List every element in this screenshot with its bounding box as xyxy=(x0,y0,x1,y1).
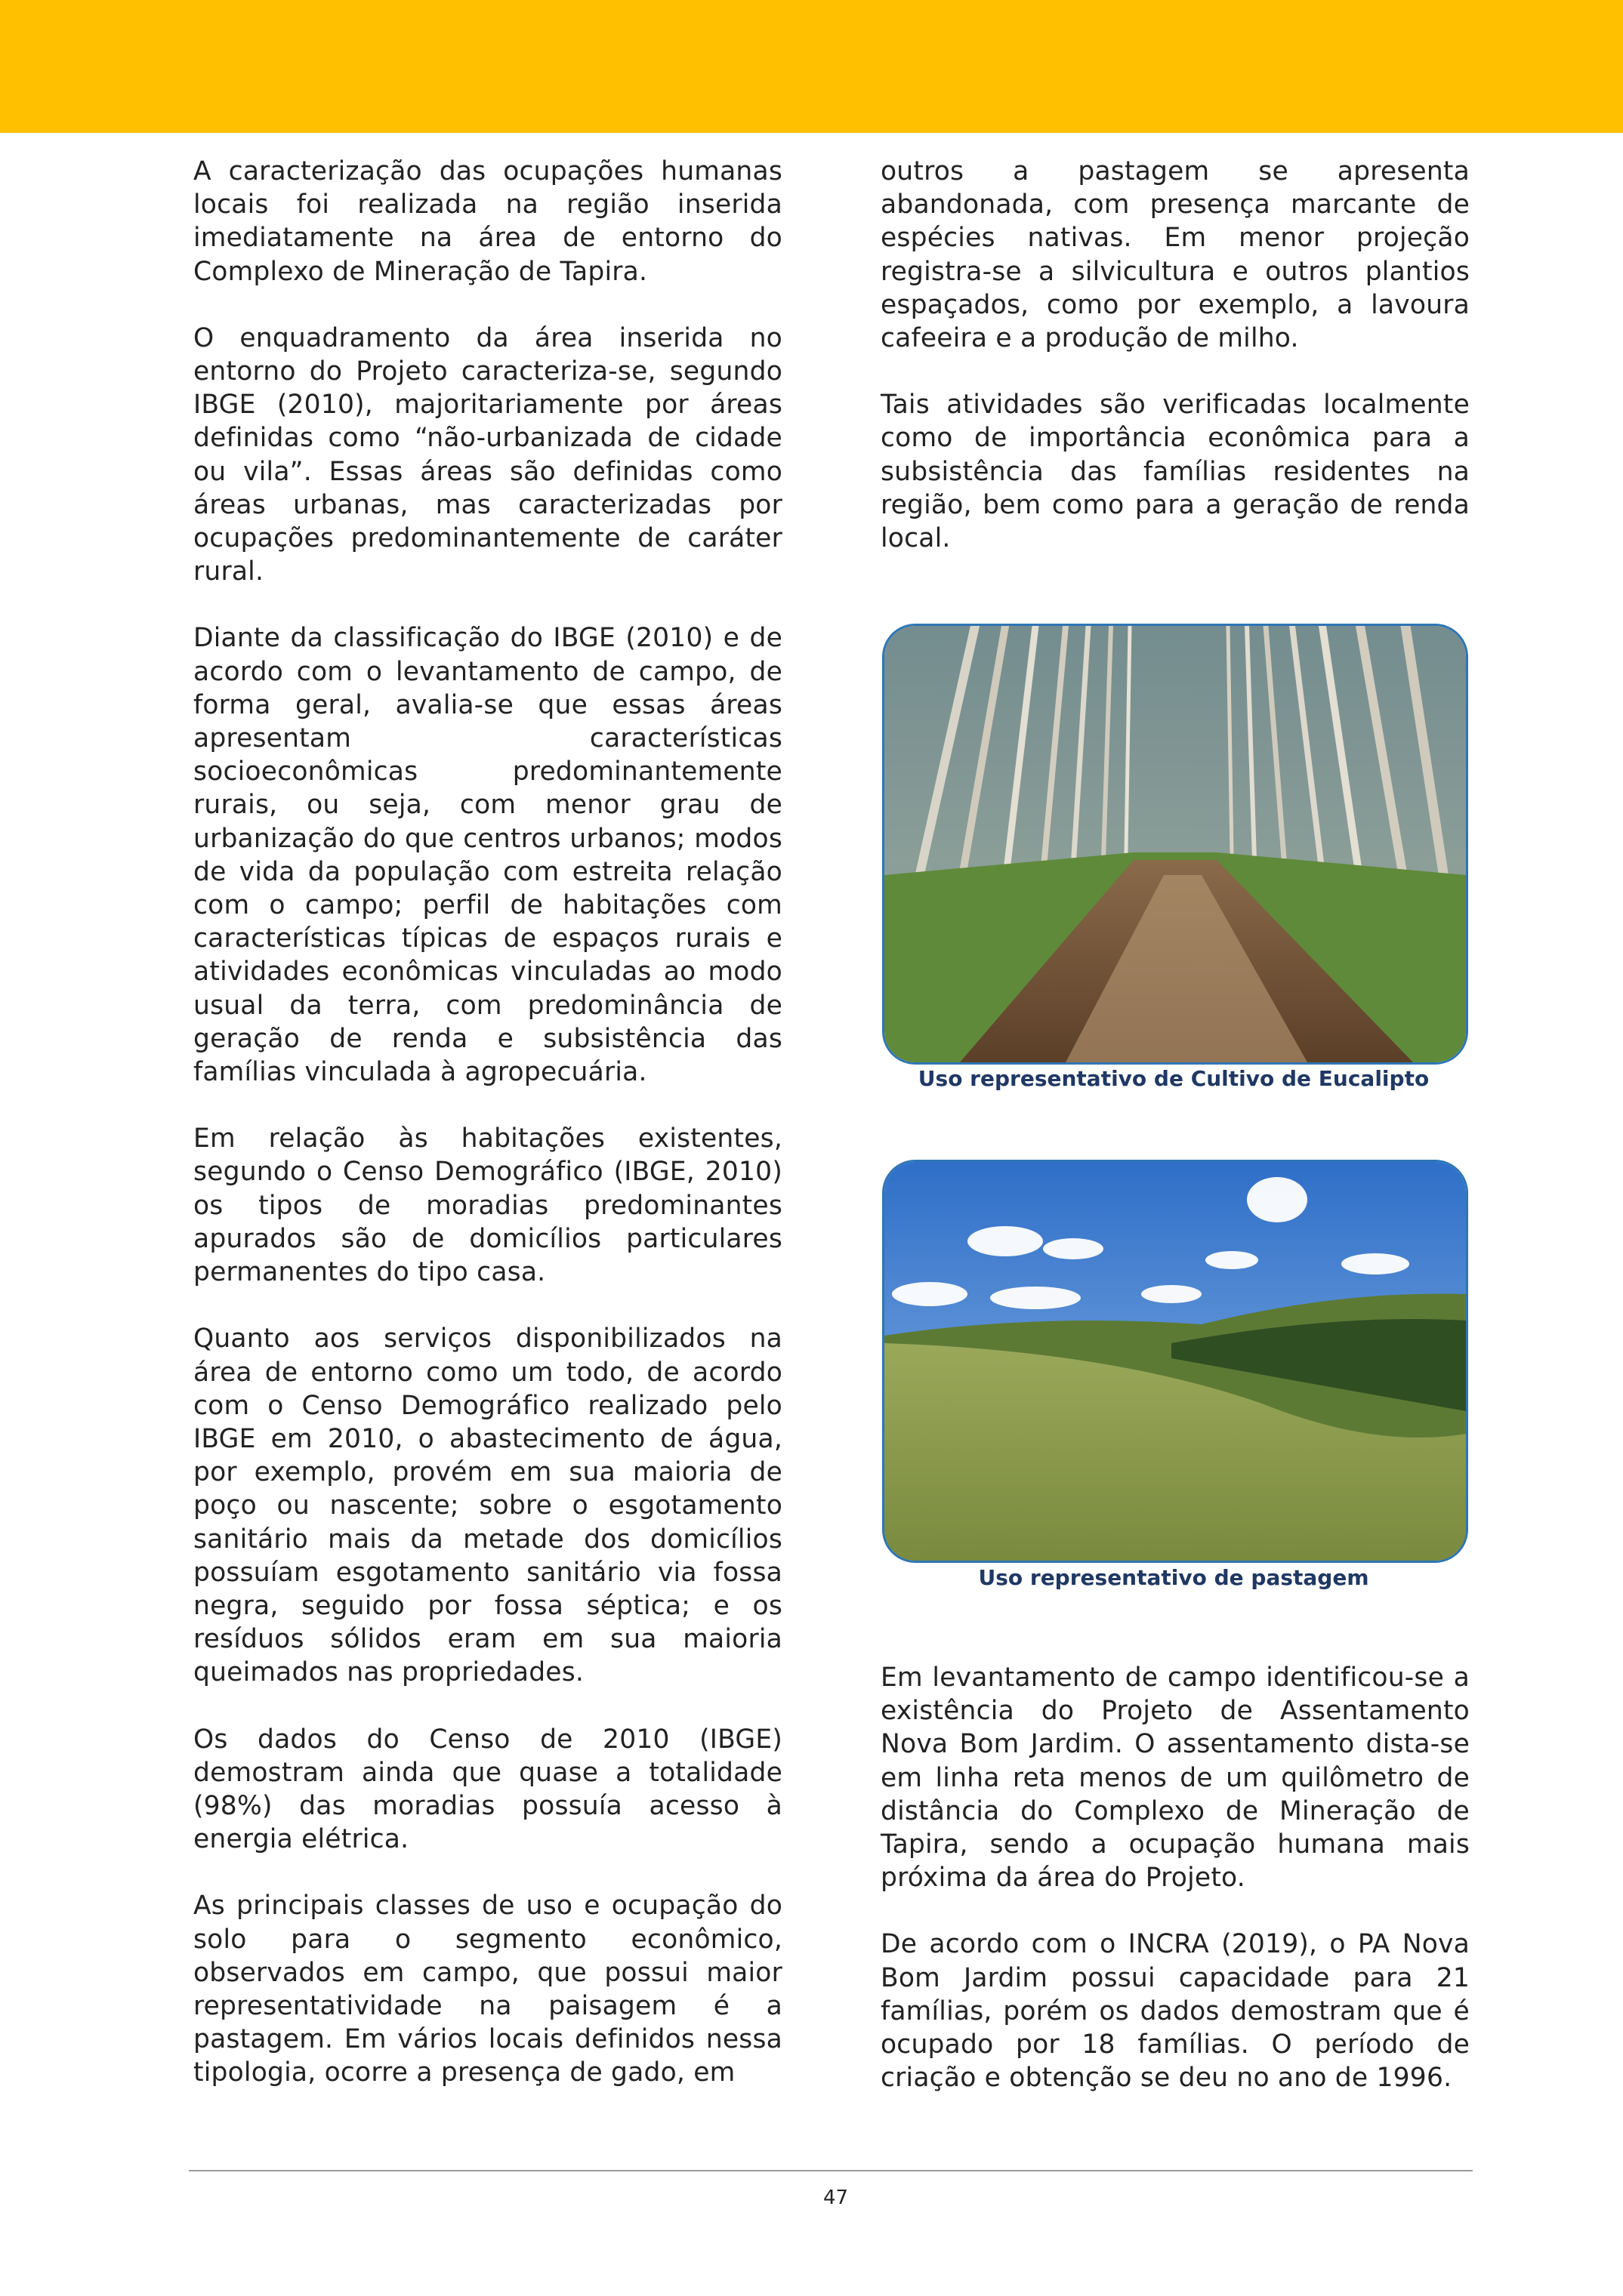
paragraph: outros a pastagem se apresenta abandonada, com presença marcante de espécies nativas. Em menor projeção registra-se a silvicultura e outros plantios espaçados, como por exemplo, a lavoura cafeeira e a produção de milho. xyxy=(881,156,1470,354)
header-accent-bar xyxy=(0,0,1623,133)
paragraph: De acordo com o INCRA (2019), o PA Nova Bom Jardim possui capacidade para 21 famílias, porém os dados demostram que é ocupado por 18 famílias. O período de criação e obtenção se deu no ano de 1996. xyxy=(881,1929,1470,2094)
footer-divider xyxy=(189,2170,1473,2171)
eucalyptus-photo xyxy=(882,624,1468,1065)
paragraph: Diante da classificação do IBGE (2010) e de acordo com o levantamento de campo, de forma geral, avalia-se que essas áreas apresentam características socioeconômicas predominantemente rurais, ou seja, com menor grau de urbanização do que centros urbanos; modos de vida da população com estreita relação com o campo; perfil de habitações com características típicas de espaços rurais e atividades econômicas vinculadas ao modo usual da terra, com predominância de geração de renda e subsistência das famílias vinculada à agropecuária. xyxy=(193,623,782,1088)
page-number: 47 xyxy=(823,2187,849,2209)
paragraph: A caracterização das ocupações humanas locais foi realizada na região inserida imediatamente na área de entorno do Complexo de Mineração de Tapira. xyxy=(193,156,782,287)
paragraph: Em levantamento de campo identificou-se a existência do Projeto de Assentamento Nova Bom Jardim. O assentamento dista-se em linha reta menos de um quilômetro de distância do Complexo de Mineração de Tapira, sendo a ocupação humana mais próxima da área do Projeto. xyxy=(881,1663,1470,1894)
right-column-top xyxy=(881,155,1470,588)
figure-caption: Uso representativo de pastagem xyxy=(978,1565,1369,1590)
paragraph: Tais atividades são verificadas localmente como de importância econômica para a subsistência das famílias residentes na região, bem como para a geração de renda local. xyxy=(881,390,1470,554)
figure-caption: Uso representativo de Cultivo de Eucalipto xyxy=(918,1066,1430,1091)
paragraph: As principais classes de uso e ocupação do solo para o segmento econômico, observados em campo, que possui maior representatividade na paisagem é a pastagem. Em vários locais definidos nessa tipologia, ocorre a presença de gado, em xyxy=(193,1891,782,2088)
paragraph: O enquadramento da área inserida no entorno do Projeto caracteriza-se, segundo IBGE (2010), majoritariamente por áreas definidas como “não-urbanizada de cidade ou vila”. Essas áreas são definidas como áreas urbanas, mas caracterizadas por ocupações predominantemente de caráter rural. xyxy=(193,322,782,587)
paragraph: Em relação às habitações existentes, segundo o Censo Demográfico (IBGE, 2010) os tipos de moradias predominantes apurados são de domicílios particulares permanentes do tipo casa. xyxy=(193,1123,782,1288)
right-column-bottom xyxy=(881,1661,1470,2128)
paragraph: Os dados do Censo de 2010 (IBGE) demostram ainda que quase a totalidade (98%) das moradias possuía acesso à energia elétrica. xyxy=(193,1724,782,1855)
pasture-photo xyxy=(882,1160,1468,1563)
paragraph: Quanto aos serviços disponibilizados na área de entorno como um todo, de acordo com o Censo Demográfico realizado pelo IBGE em 2010, o abastecimento de água, por exemplo, provém em sua maioria de poço ou nascente; sobre o esgotamento sanitário mais da metade dos domicílios possuíam esgotamento sanitário via fossa negra, seguido por fossa séptica; e os resíduos sólidos eram em sua maioria queimados nas propriedades. xyxy=(193,1324,782,1688)
left-column xyxy=(193,155,782,2123)
